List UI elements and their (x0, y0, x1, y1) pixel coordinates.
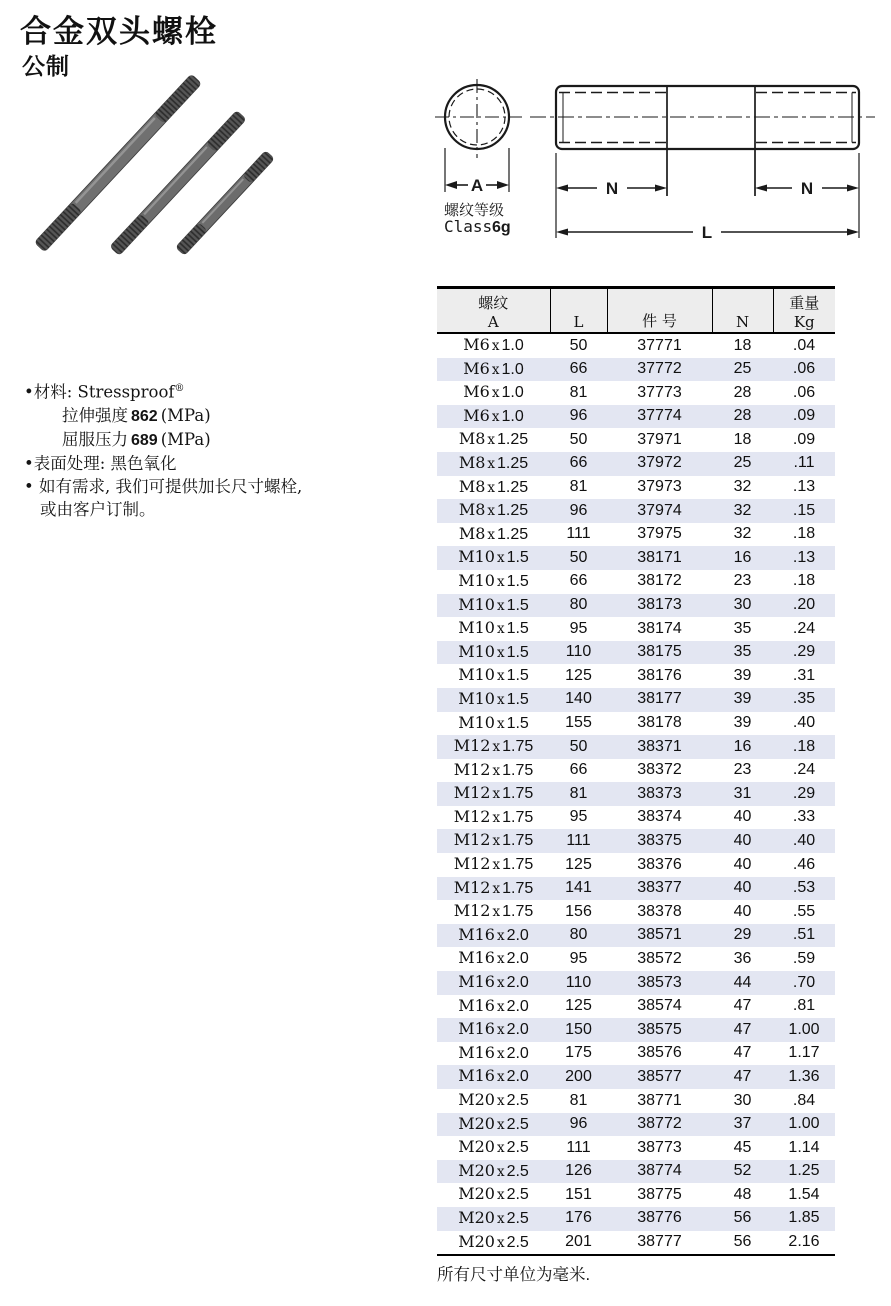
table-row (437, 853, 835, 877)
cell-n: 16 (733, 737, 752, 755)
technical-diagram (430, 68, 891, 248)
table-row (437, 995, 835, 1019)
cell-thread: M16 x 2.0 (458, 995, 529, 1015)
cell-n: 37 (733, 1115, 752, 1133)
cell-weight: .31 (792, 666, 816, 684)
cell-weight: .06 (792, 360, 816, 378)
parts-table-section (437, 286, 835, 1285)
cell-thread: M8 x 1.25 (458, 523, 529, 543)
cell-thread: M10 x 1.5 (458, 688, 529, 708)
table-row (437, 1089, 835, 1113)
cell-weight: .18 (792, 572, 816, 590)
spec-tensile: 拉伸强度 862 (MPa) (62, 405, 211, 425)
spec-note-line2: 或由客户订制。 (40, 499, 156, 519)
cell-weight: 1.00 (788, 1020, 820, 1038)
cell-thread: M8 x 1.25 (458, 429, 529, 449)
table-row (437, 1136, 835, 1160)
table-row (437, 523, 835, 547)
header-n: N (712, 288, 773, 334)
cell-n: 40 (733, 855, 752, 873)
cell-part: 38172 (637, 572, 682, 590)
header-length: L (550, 288, 607, 334)
cell-length: 111 (566, 525, 591, 543)
cell-part: 37974 (637, 501, 682, 519)
cell-thread: M20 x 2.5 (458, 1160, 529, 1180)
registered-mark: ® (174, 383, 185, 394)
stud-side-view (530, 86, 875, 196)
cell-thread: M12 x 1.75 (453, 830, 534, 850)
table-row (437, 358, 835, 382)
cell-weight: .70 (792, 973, 816, 991)
cell-n: 18 (733, 336, 752, 354)
cell-part: 38177 (637, 690, 682, 708)
product-photo (28, 72, 288, 257)
cell-n: 56 (733, 1233, 752, 1251)
cell-n: 48 (733, 1185, 752, 1203)
cell-thread: M10 x 1.5 (458, 547, 529, 567)
cell-part: 38571 (637, 926, 682, 944)
table-row (437, 428, 835, 452)
cell-length: 111 (566, 831, 591, 849)
cell-part: 38176 (637, 666, 682, 684)
cell-length: 81 (569, 784, 588, 802)
cell-n: 32 (733, 501, 752, 519)
cell-length: 150 (565, 1020, 592, 1038)
cell-n: 23 (733, 761, 752, 779)
cell-thread: M12 x 1.75 (453, 736, 534, 756)
cell-weight: .15 (792, 501, 816, 519)
table-row (437, 499, 835, 523)
cell-weight: .18 (792, 525, 816, 543)
spec-yield: 屈服压力 689 (MPa) (62, 429, 211, 449)
cell-n: 39 (733, 666, 752, 684)
cell-weight: .06 (792, 383, 816, 401)
cell-part: 37973 (637, 478, 682, 496)
dimension-l-label: L (701, 223, 713, 242)
cell-length: 81 (569, 478, 588, 496)
cell-part: 38371 (637, 737, 682, 755)
cell-thread: M20 x 2.5 (458, 1137, 529, 1157)
cell-length: 96 (569, 1115, 588, 1133)
cell-n: 40 (733, 902, 752, 920)
cell-part: 37972 (637, 454, 682, 472)
cell-length: 81 (569, 1091, 588, 1109)
cell-weight: .51 (792, 926, 816, 944)
cell-thread: M6 x 1.0 (463, 405, 524, 425)
spec-note-line1: • 如有需求, 我们可提供加长尺寸螺栓, (24, 476, 303, 496)
cell-length: 141 (565, 879, 592, 897)
cell-thread: M16 x 2.0 (458, 1066, 529, 1086)
table-row (437, 1065, 835, 1089)
cell-part: 38173 (637, 596, 682, 614)
cell-length: 50 (569, 737, 588, 755)
cell-weight: .13 (792, 478, 816, 496)
table-row (437, 405, 835, 429)
table-row (437, 452, 835, 476)
cell-n: 45 (733, 1138, 752, 1156)
table-row (437, 971, 835, 995)
cell-n: 47 (733, 997, 752, 1015)
cell-thread: M10 x 1.5 (458, 641, 529, 661)
cell-weight: .35 (792, 690, 816, 708)
cell-length: 200 (565, 1067, 592, 1085)
cell-part: 38576 (637, 1044, 682, 1062)
cell-thread: M20 x 2.5 (458, 1090, 529, 1109)
cell-thread: M16 x 2.0 (458, 972, 529, 992)
cell-weight: .29 (792, 784, 816, 802)
table-row (437, 333, 835, 358)
cell-part: 38777 (637, 1233, 682, 1251)
cell-n: 32 (733, 525, 752, 543)
cell-weight: .13 (792, 548, 816, 566)
table-row (437, 1113, 835, 1137)
cell-thread: M10 x 1.5 (458, 594, 529, 614)
cell-length: 95 (569, 619, 588, 637)
table-row (437, 1042, 835, 1066)
table-row (437, 924, 835, 948)
cell-n: 39 (733, 690, 752, 708)
cell-n: 47 (733, 1044, 752, 1062)
cell-part: 38375 (637, 831, 682, 849)
cell-part: 38774 (637, 1162, 682, 1180)
cell-length: 66 (569, 761, 588, 779)
cell-thread: M12 x 1.75 (453, 854, 534, 874)
cell-weight: .33 (792, 808, 816, 826)
cell-length: 66 (569, 572, 588, 590)
cell-weight: 1.00 (788, 1115, 820, 1133)
table-row (437, 877, 835, 901)
table-row (437, 947, 835, 971)
thread-class-value: 6g (492, 219, 511, 236)
table-row (437, 1160, 835, 1184)
cell-weight: 1.54 (788, 1185, 820, 1203)
cell-n: 28 (733, 383, 752, 401)
cell-weight: .59 (792, 949, 816, 967)
table-row (437, 735, 835, 759)
cell-length: 66 (569, 454, 588, 472)
cell-weight: 1.17 (788, 1044, 820, 1062)
cell-length: 176 (565, 1209, 592, 1227)
cell-length: 175 (565, 1044, 592, 1062)
cell-part: 38372 (637, 761, 682, 779)
cell-length: 66 (569, 360, 588, 378)
cell-length: 50 (569, 336, 588, 354)
header-thread: 螺纹 A (437, 288, 550, 334)
cell-n: 29 (733, 926, 752, 944)
cell-part: 37975 (637, 525, 682, 543)
cell-weight: .40 (792, 831, 816, 849)
cell-thread: M16 x 2.0 (458, 924, 529, 944)
cell-thread: M12 x 1.75 (453, 806, 534, 826)
cell-thread: M16 x 2.0 (458, 1042, 529, 1062)
table-row (437, 617, 835, 641)
table-row (437, 476, 835, 500)
cell-n: 47 (733, 1067, 752, 1085)
cell-weight: 1.85 (788, 1209, 820, 1227)
cell-part: 38171 (637, 548, 682, 566)
cell-thread: M8 x 1.25 (458, 500, 529, 520)
table-row (437, 688, 835, 712)
cell-thread: M20 x 2.5 (458, 1207, 529, 1227)
cell-length: 96 (569, 501, 588, 519)
cell-thread: M12 x 1.75 (453, 901, 534, 921)
cell-n: 30 (733, 596, 752, 614)
table-row (437, 712, 835, 736)
cell-n: 36 (733, 949, 752, 967)
cell-length: 96 (569, 407, 588, 425)
cell-part: 38574 (637, 997, 682, 1015)
cell-weight: .84 (792, 1091, 816, 1109)
cell-n: 52 (733, 1162, 752, 1180)
table-row (437, 570, 835, 594)
cell-weight: 1.25 (788, 1162, 820, 1180)
cell-weight: .18 (792, 737, 816, 755)
cell-n: 25 (733, 454, 752, 472)
cell-weight: 2.16 (788, 1233, 820, 1251)
cell-thread: M12 x 1.75 (453, 759, 534, 779)
cell-thread: M20 x 2.5 (458, 1231, 529, 1251)
cell-weight: .29 (792, 643, 816, 661)
cell-part: 38771 (637, 1091, 682, 1109)
page-title: 合金双头螺栓 (20, 14, 218, 49)
cell-length: 110 (565, 973, 592, 991)
cell-part: 37771 (637, 336, 682, 354)
page-subtitle: 公制 (22, 53, 70, 79)
cell-length: 151 (565, 1185, 592, 1203)
thread-class-word: Class (444, 217, 493, 236)
cell-part: 38773 (637, 1138, 682, 1156)
cell-thread: M10 x 1.5 (458, 665, 529, 685)
cell-part: 38772 (637, 1115, 682, 1133)
cell-part: 38572 (637, 949, 682, 967)
table-row (437, 759, 835, 783)
cell-part: 37773 (637, 383, 682, 401)
cell-part: 38374 (637, 808, 682, 826)
cell-length: 50 (569, 430, 588, 448)
cell-length: 140 (565, 690, 592, 708)
cell-length: 155 (565, 714, 592, 731)
cell-weight: .46 (792, 855, 816, 873)
cell-part: 38573 (637, 973, 682, 991)
spec-finish: •表面处理: 黑色氧化 (24, 453, 177, 473)
cell-weight: .04 (792, 336, 816, 354)
cell-length: 156 (565, 902, 592, 920)
cell-length: 80 (569, 596, 588, 614)
cell-thread: M8 x 1.25 (458, 476, 529, 496)
cell-length: 110 (565, 643, 592, 661)
cell-n: 28 (733, 407, 752, 425)
cell-part: 38575 (637, 1020, 682, 1038)
table-row (437, 1207, 835, 1231)
cell-weight: .20 (792, 596, 816, 614)
parts-table (437, 286, 835, 1256)
cell-length: 81 (569, 383, 588, 401)
cell-part: 38174 (637, 619, 682, 637)
table-row (437, 546, 835, 570)
cell-thread: M6 x 1.0 (463, 335, 524, 354)
table-footnote: 所有尺寸单位为毫米. (437, 1266, 591, 1285)
cell-weight: 1.36 (788, 1067, 820, 1085)
cell-thread: M16 x 2.0 (458, 1019, 529, 1039)
header-part: 件 号 (607, 288, 712, 334)
cell-weight: .55 (792, 902, 816, 920)
cell-thread: M8 x 1.25 (458, 452, 529, 472)
cell-n: 18 (733, 430, 752, 448)
cell-n: 40 (733, 879, 752, 897)
spec-material: •材料: Stressproof® (24, 382, 185, 402)
stud-medium (110, 111, 246, 256)
dimension-n-right-label: N (800, 179, 814, 198)
table-row (437, 900, 835, 924)
stud-end-view (435, 79, 522, 158)
cell-weight: .11 (793, 454, 815, 472)
cell-length: 80 (569, 926, 588, 944)
cell-part: 37772 (637, 360, 682, 378)
table-row (437, 641, 835, 665)
cell-n: 25 (733, 360, 752, 378)
cell-length: 126 (565, 1162, 592, 1180)
cell-weight: .40 (792, 714, 816, 731)
cell-length: 111 (566, 1138, 591, 1156)
cell-part: 38175 (637, 643, 682, 661)
cell-thread: M12 x 1.75 (453, 877, 534, 897)
table-body (437, 333, 835, 1255)
cell-n: 23 (733, 572, 752, 590)
cell-length: 95 (569, 808, 588, 826)
cell-n: 30 (733, 1091, 752, 1109)
cell-length: 125 (565, 997, 592, 1015)
cell-n: 44 (733, 973, 752, 991)
stud-long (34, 74, 201, 252)
cell-n: 40 (733, 808, 752, 826)
table-row (437, 594, 835, 618)
cell-weight: .53 (792, 879, 816, 897)
cell-part: 38377 (637, 879, 682, 897)
table-row (437, 782, 835, 806)
cell-thread: M10 x 1.5 (458, 618, 529, 638)
cell-n: 56 (733, 1209, 752, 1227)
cell-n: 40 (733, 831, 752, 849)
cell-thread: M10 x 1.5 (458, 570, 529, 590)
table-row (437, 664, 835, 688)
cell-length: 50 (569, 548, 588, 566)
thread-class-label: 螺纹等级 (444, 201, 505, 219)
table-row (437, 381, 835, 405)
cell-part: 38378 (637, 902, 682, 920)
cell-part: 38373 (637, 784, 682, 802)
cell-n: 31 (733, 784, 752, 802)
cell-weight: .09 (792, 407, 816, 425)
cell-n: 35 (733, 643, 752, 661)
cell-length: 201 (565, 1233, 592, 1251)
cell-thread: M6 x 1.0 (463, 382, 524, 402)
cell-n: 35 (733, 619, 752, 637)
cell-part: 38776 (637, 1209, 682, 1227)
dimension-a-label: A (470, 176, 484, 195)
cell-n: 47 (733, 1020, 752, 1038)
table-row (437, 1231, 835, 1256)
cell-thread: M12 x 1.75 (453, 783, 534, 803)
cell-weight: 1.14 (788, 1138, 820, 1156)
table-row (437, 1018, 835, 1042)
cell-weight: .24 (792, 761, 816, 779)
cell-part: 37774 (637, 407, 682, 425)
table-header-row (437, 288, 835, 334)
cell-n: 32 (733, 478, 752, 496)
cell-part: 37971 (637, 430, 682, 448)
cell-thread: M20 x 2.5 (458, 1184, 529, 1204)
table-row (437, 829, 835, 853)
cell-weight: .81 (792, 997, 816, 1015)
dimension-n-left-label: N (605, 179, 619, 198)
cell-thread: M10 x 1.5 (458, 712, 529, 732)
cell-length: 125 (565, 855, 592, 873)
cell-part: 38577 (637, 1067, 682, 1085)
cell-thread: M16 x 2.0 (458, 948, 529, 968)
cell-weight: .24 (792, 619, 816, 637)
cell-n: 39 (733, 714, 752, 731)
table-row (437, 806, 835, 830)
table-row (437, 1183, 835, 1207)
cell-part: 38376 (637, 855, 682, 873)
cell-thread: M6 x 1.0 (463, 358, 524, 378)
cell-weight: .09 (792, 430, 816, 448)
cell-length: 125 (565, 666, 592, 684)
spec-list (24, 377, 434, 521)
cell-thread: M20 x 2.5 (458, 1113, 529, 1133)
header-weight: 重量 Kg (773, 288, 835, 334)
cell-part: 38775 (637, 1185, 682, 1203)
cell-n: 16 (733, 548, 752, 566)
cell-length: 95 (569, 949, 588, 967)
cell-part: 38178 (637, 714, 682, 731)
